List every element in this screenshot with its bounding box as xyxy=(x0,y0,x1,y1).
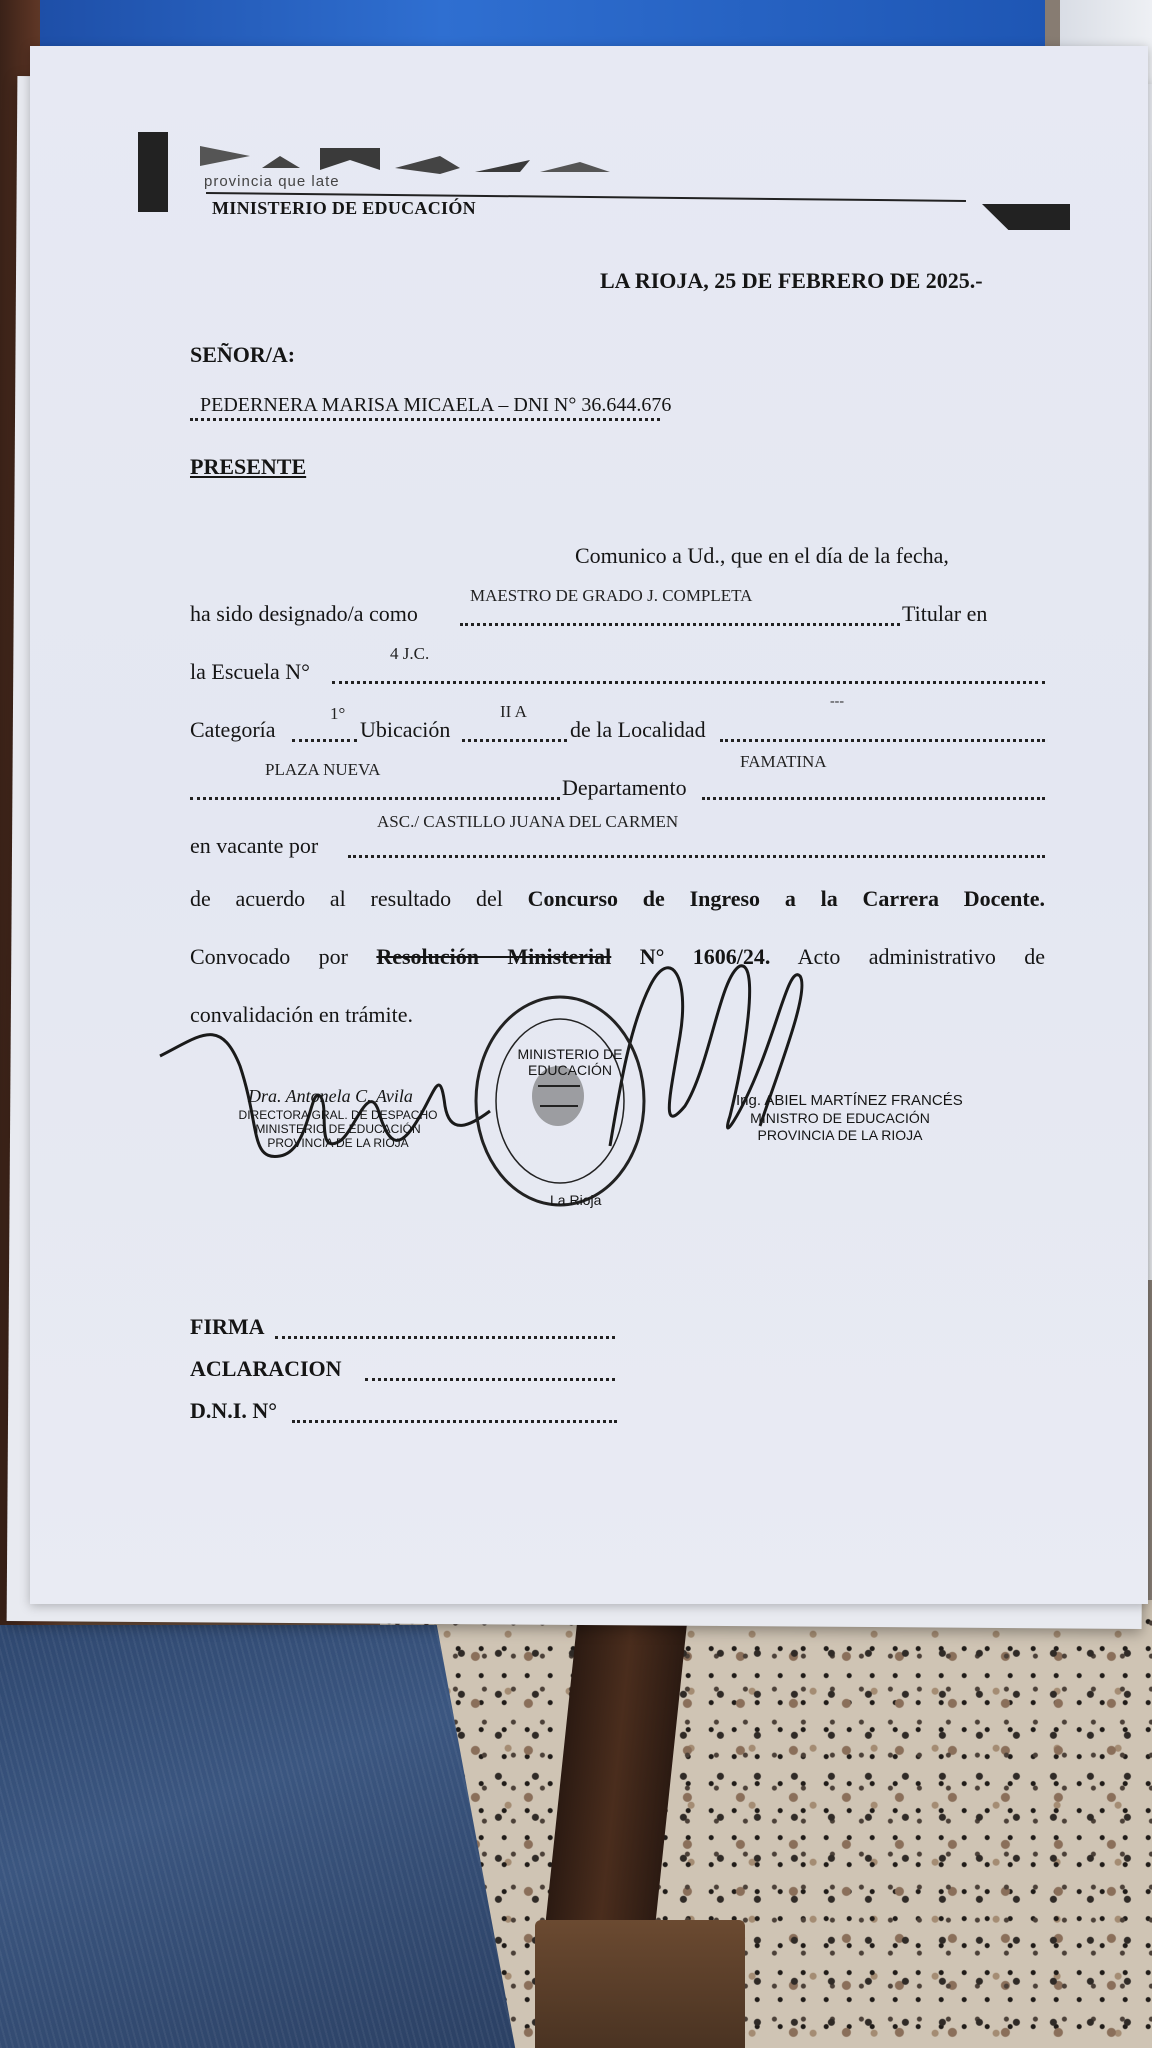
addressee-dotted-line xyxy=(190,418,660,421)
left-role-line-3: PROVINCIA DE LA RIOJA xyxy=(267,1136,409,1150)
left-signatory-name: Dra. Antonela C. Avila xyxy=(248,1086,413,1106)
designado-dots xyxy=(460,623,900,626)
paragraph-convalidacion: convalidación en trámite. xyxy=(190,1002,413,1027)
localidad-dash: --- xyxy=(830,694,844,709)
concurso-text: de acuerdo al resultado del xyxy=(190,886,503,911)
presente-heading: PRESENTE xyxy=(190,454,307,479)
aclaracion-dots xyxy=(365,1378,615,1381)
letter-date: LA RIOJA, 25 DE FEBRERO DE 2025.- xyxy=(600,268,983,293)
seal-bottom-text: La Rioja xyxy=(550,1192,602,1208)
paragraph-concurso xyxy=(190,871,1045,926)
right-role-line-1: MINISTRO DE EDUCACIÓN xyxy=(750,1110,930,1126)
opening-line: Comunico a Ud., que en el día de la fecha, xyxy=(575,543,949,568)
localidad-name-dots xyxy=(190,797,560,800)
categoria-dots xyxy=(292,739,357,742)
right-signatory-name: Ing. ABIEL MARTÍNEZ FRANCÉS xyxy=(736,1092,963,1109)
seal-top-text: MINISTERIO DE EDUCACIÓN xyxy=(517,1046,623,1078)
designado-label: ha sido designado/a como xyxy=(190,601,418,626)
salutation: SEÑOR/A: xyxy=(190,342,296,367)
left-role-line-1: DIRECTORA GRAL. DE DESPACHO xyxy=(238,1108,438,1122)
logo-tagline: provincia que late xyxy=(204,173,340,190)
left-signatory-role xyxy=(238,1108,438,1150)
dni-dots xyxy=(292,1420,617,1423)
addressee-name: PEDERNERA MARISA MICAELA – DNI N° 36.644.676 xyxy=(200,394,672,416)
categoria-label: Categoría xyxy=(190,717,276,742)
chair-foot xyxy=(535,1920,745,2048)
localidad-dots xyxy=(720,739,1045,742)
localidad-name: PLAZA NUEVA xyxy=(265,760,381,779)
designado-value: MAESTRO DE GRADO J. COMPLETA xyxy=(470,586,753,605)
concurso-title: Concurso de Ingreso a la Carrera Docente. xyxy=(527,886,1046,911)
departamento-label: Departamento xyxy=(562,775,687,800)
departamento-dots xyxy=(702,797,1045,800)
ubicacion-label: Ubicación xyxy=(360,717,451,742)
ministry-heading: MINISTERIO DE EDUCACIÓN xyxy=(212,198,476,218)
acto-text: Acto administrativo de xyxy=(797,944,1046,969)
right-signatory-role xyxy=(720,1110,960,1144)
letterhead-bar-left xyxy=(138,132,168,212)
resolucion-title: Resolución Ministerial xyxy=(376,944,612,969)
categoria-value: 1° xyxy=(330,704,346,723)
dni-label: D.N.I. N° xyxy=(190,1398,278,1423)
firma-label: FIRMA xyxy=(190,1314,265,1339)
vacante-value: ASC./ CASTILLO JUANA DEL CARMEN xyxy=(377,812,679,831)
resolucion-number: N° 1606/24. xyxy=(639,944,771,969)
designation-letter xyxy=(30,46,1148,1604)
departamento-value: FAMATINA xyxy=(740,752,827,771)
firma-dots xyxy=(275,1336,615,1339)
letterhead-bar-right xyxy=(982,204,1070,230)
titular-label: Titular en xyxy=(902,601,988,626)
left-role-line-2: MINISTERIO DE EDUCACIÓN xyxy=(255,1122,421,1136)
ubicacion-value: II A xyxy=(500,702,527,721)
escuela-value: 4 J.C. xyxy=(390,644,430,663)
convocado-text: Convocado por xyxy=(190,944,348,969)
localidad-label: de la Localidad xyxy=(570,717,706,742)
vacante-dots xyxy=(348,855,1045,858)
aclaracion-label: ACLARACION xyxy=(190,1356,342,1381)
vacante-label: en vacante por xyxy=(190,833,319,858)
right-role-line-2: PROVINCIA DE LA RIOJA xyxy=(757,1127,923,1143)
ubicacion-dots xyxy=(462,739,567,742)
escuela-dots xyxy=(332,681,1045,684)
escuela-label: la Escuela N° xyxy=(190,659,310,684)
